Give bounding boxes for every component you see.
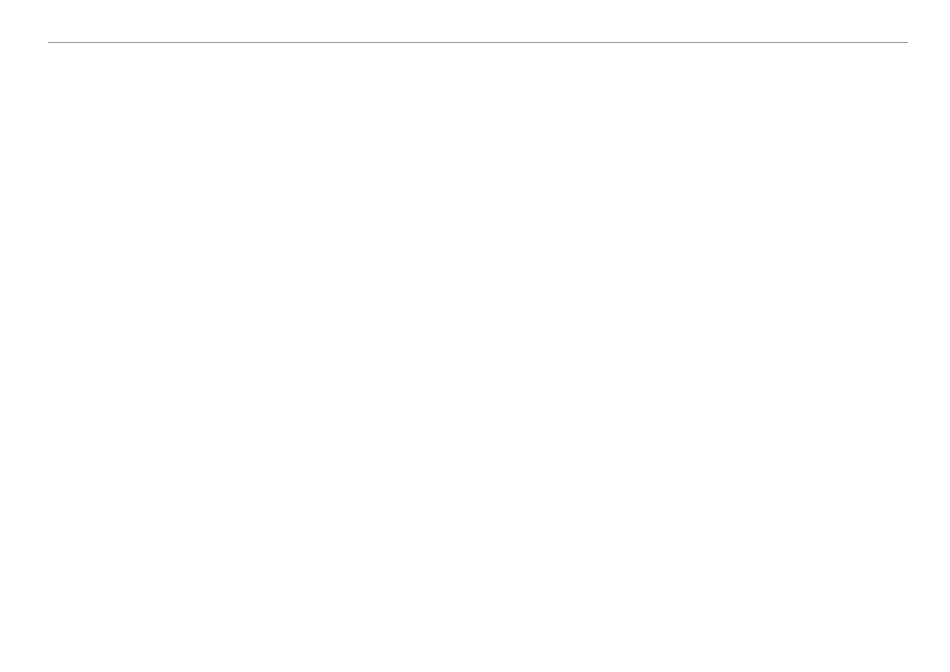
header-rule	[48, 42, 908, 43]
